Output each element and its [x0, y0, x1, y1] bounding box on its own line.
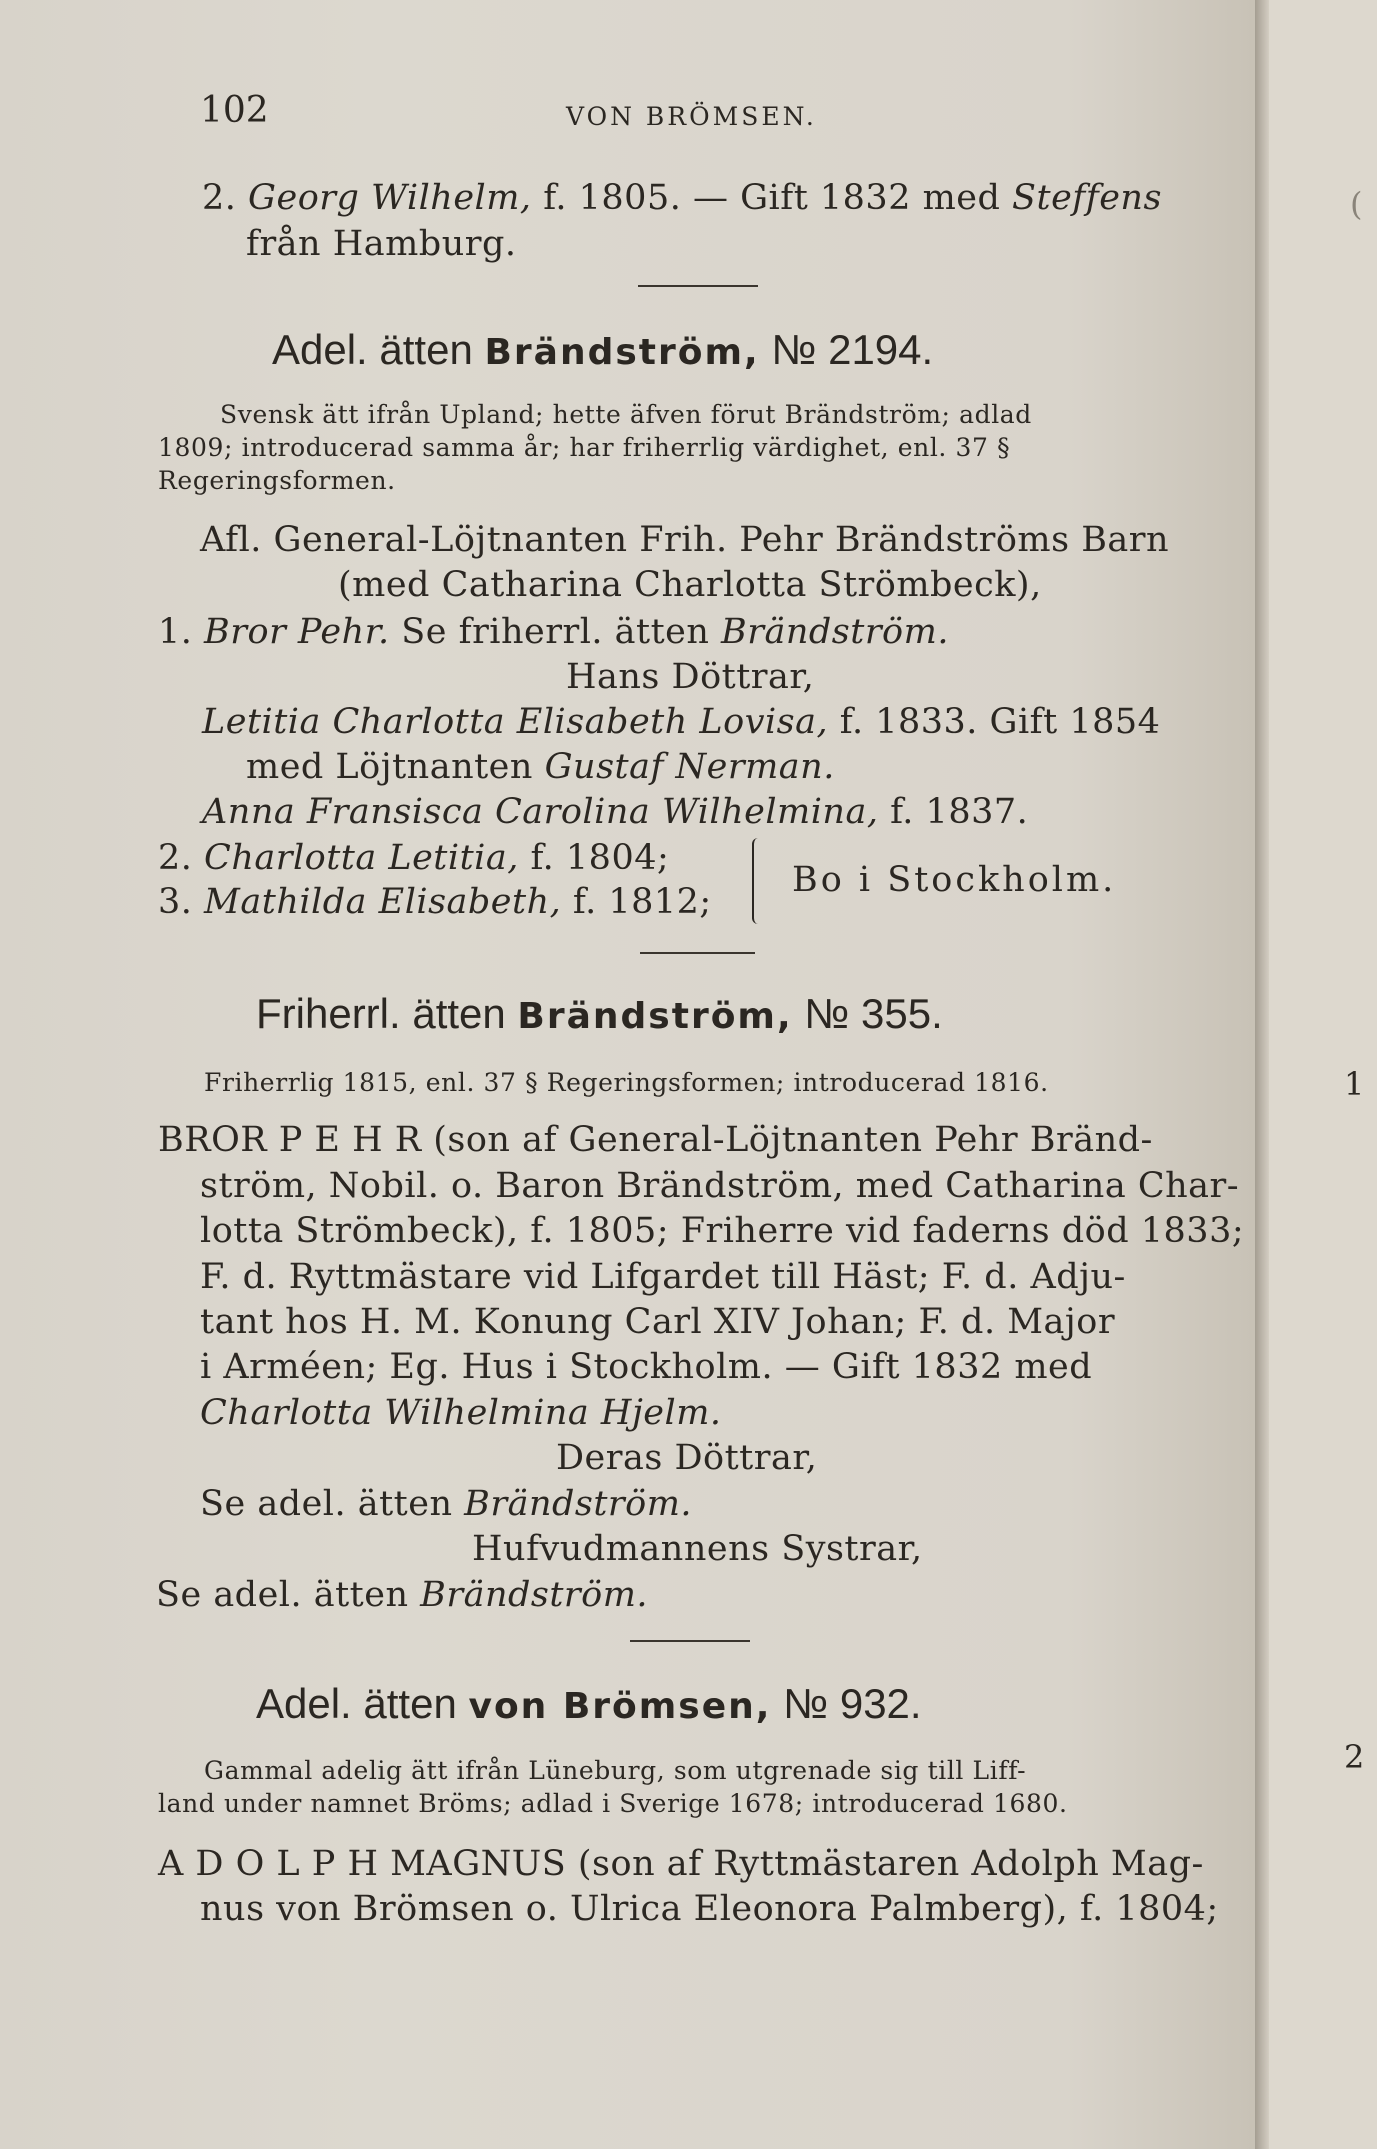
biography-line: F. d. Ryttmästare vid Lifgardet till Häst; F. d. Adju- [200, 1257, 1126, 1297]
entry-text: f. 1812; [561, 882, 712, 922]
brace-bracket [752, 838, 764, 924]
biography-line: tant hos H. M. Konung Carl XIV Johan; F. d. Major [200, 1302, 1116, 1342]
entry-text: f. 1805. — Gift 1832 med [531, 178, 1013, 218]
biography-line: A D O L P H MAGNUS (son af Ryttmästaren Adolph Mag- [158, 1844, 1204, 1884]
biography-line: i Arméen; Eg. Hus i Stockholm. — Gift 1832 med [200, 1347, 1093, 1387]
entry-text: f. 1804; [518, 838, 670, 878]
person-name: Bror Pehr. [204, 612, 390, 652]
margin-mark: ( [1350, 185, 1363, 223]
daughter-entry-2 [202, 792, 1028, 832]
heading-prefix: Adel. ätten [256, 1680, 457, 1727]
section-heading-brandstrom-friherrl [256, 990, 943, 1038]
family-reference: Brändström. [721, 612, 949, 652]
entry-number: 2. [158, 838, 193, 878]
biography-line: nus von Brömsen o. Ulrica Eleonora Palmberg), f. 1804; [200, 1889, 1219, 1929]
intro-line: Svensk ätt ifrån Upland; hette äfven förut Brändström; adlad [220, 400, 1032, 429]
entry-georg-line2: från Hamburg. [246, 224, 517, 264]
entry-number: 3. [158, 882, 193, 922]
page-number: 102 [200, 90, 269, 131]
daughter-entry-1-line2 [246, 747, 835, 787]
heading-number: № 932. [783, 1680, 922, 1727]
entry-text: Se adel. ätten [156, 1575, 421, 1615]
sisters-heading: Hufvudmannens Systrar, [472, 1529, 923, 1569]
heading-prefix: Friherrl. ätten [256, 990, 506, 1037]
running-title: VON BRÖMSEN. [566, 102, 817, 131]
heading-prefix: Adel. ätten [272, 326, 473, 373]
entry-text: f. 1833. Gift 1854 [828, 702, 1161, 742]
spouse-name: Charlotta Wilhelmina Hjelm. [200, 1393, 722, 1433]
heading-family: von Brömsen, [468, 1686, 772, 1727]
spouse-name: Steffens [1012, 178, 1162, 218]
entry-number: 1. [158, 612, 193, 652]
daughter-entry-1 [202, 702, 1160, 742]
person-name: Letitia Charlotta Elisabeth Lovisa, [202, 702, 829, 742]
brace-text: Bo i Stockholm. [792, 860, 1117, 900]
intro-line: 1809; introducerad samma år; har friherrlig värdighet, enl. 37 § [158, 433, 1011, 462]
afl-line: (med Catharina Charlotta Strömbeck), [338, 565, 1042, 605]
daughters-heading: Deras Döttrar, [556, 1438, 818, 1478]
family-reference: Brändström. [464, 1484, 693, 1524]
child-entry-1 [158, 612, 949, 652]
section-rule [638, 285, 758, 287]
section-rule [640, 952, 755, 954]
intro-line: land under namnet Bröms; adlad i Sverige 1678; introducerad 1680. [158, 1789, 1068, 1818]
heading-family: Brändström, [517, 996, 793, 1037]
person-name: Anna Fransisca Carolina Wilhelmina, [202, 792, 879, 832]
entry-text: f. 1837. [878, 792, 1029, 832]
section-heading-von-bromsen [256, 1680, 922, 1728]
entry-georg-line1 [202, 178, 1162, 218]
section-heading-brandstrom-adel [272, 326, 933, 374]
intro-line: Regeringsformen. [158, 466, 396, 495]
margin-mark: 2 [1344, 1738, 1365, 1776]
intro-line: Gammal adelig ätt ifrån Lüneburg, som utgrenade sig till Liff- [204, 1756, 1027, 1785]
entry-text: med Löjtnanten [246, 747, 545, 787]
entry-text: Se friherrl. ätten [389, 612, 722, 652]
person-name: Charlotta Letitia, [204, 838, 519, 878]
spouse-name: Gustaf Nerman. [544, 747, 835, 787]
afl-line: Afl. General-Löjtnanten Frih. Pehr Brändströms Barn [200, 520, 1170, 560]
biography-line: BROR P E H R (son af General-Löjtnanten Pehr Bränd- [158, 1120, 1153, 1160]
person-name: Mathilda Elisabeth, [204, 882, 562, 922]
child-entry-3 [158, 882, 712, 922]
biography-line: ström, Nobil. o. Baron Brändström, med Catharina Char- [200, 1166, 1240, 1206]
margin-mark: 1 [1344, 1065, 1365, 1103]
entry-text: Se adel. ätten [200, 1484, 465, 1524]
child-entry-2 [158, 838, 669, 878]
heading-number: № 2194. [771, 326, 934, 373]
page-gutter [1255, 0, 1269, 2149]
heading-number: № 355. [804, 990, 943, 1037]
daughters-reference [200, 1484, 692, 1524]
intro-line: Friherrlig 1815, enl. 37 § Regeringsformen; introducerad 1816. [204, 1068, 1049, 1097]
sisters-reference [156, 1575, 648, 1615]
entry-number: 2. [202, 178, 237, 218]
family-reference: Brändström. [420, 1575, 649, 1615]
section-rule [630, 1640, 750, 1642]
spouse-line [200, 1393, 722, 1433]
daughters-heading: Hans Döttrar, [566, 657, 815, 697]
person-name: Georg Wilhelm, [248, 178, 532, 218]
biography-line: lotta Strömbeck), f. 1805; Friherre vid faderns död 1833; [200, 1211, 1245, 1251]
heading-family: Brändström, [484, 332, 760, 373]
